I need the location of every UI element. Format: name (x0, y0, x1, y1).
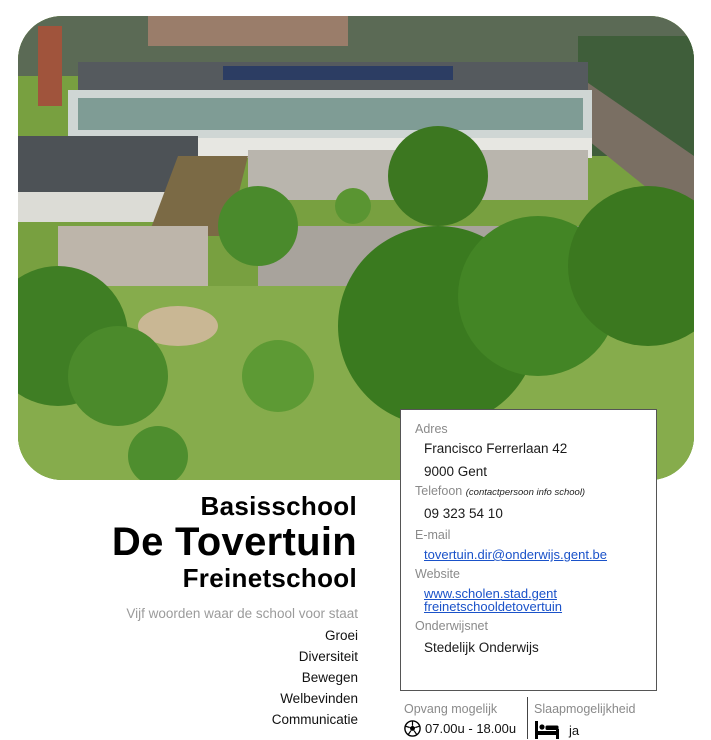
value-word: Bewegen (301, 670, 358, 685)
network-value: Stedelijk Onderwijs (424, 640, 539, 655)
title-line-basisschool: Basisschool (200, 491, 357, 521)
address-city: 9000 Gent (424, 464, 488, 479)
sleep-info (534, 702, 635, 740)
address-label: Adres (415, 422, 448, 436)
sleep-value-text: ja (569, 722, 580, 738)
value-word: Welbevinden (280, 691, 358, 706)
divider (527, 697, 528, 739)
email-link[interactable]: tovertuin.dir@onderwijs.gent.be (424, 547, 608, 562)
website-link-line2[interactable]: freinetschooldetovertuin (424, 599, 563, 614)
value-word: Communicatie (271, 712, 358, 727)
title-line-type: Freinetschool (182, 563, 357, 593)
sleep-value (534, 720, 635, 740)
phone-note: (contactpersoon info school) (465, 487, 586, 498)
phone-label-text: Telefoon (415, 484, 463, 498)
childcare-label: Opvang mogelijk (404, 702, 498, 716)
website-link-line1[interactable]: www.scholen.stad.gent (424, 586, 557, 601)
values-intro: Vijf woorden waar de school voor staat (126, 606, 358, 621)
soccer-ball-icon (404, 720, 421, 737)
website-label: Website (415, 567, 460, 581)
school-title (112, 490, 357, 594)
value-word: Diversiteit (298, 649, 358, 664)
email-label: E-mail (415, 528, 451, 542)
school-values (126, 604, 358, 730)
childcare-info (404, 702, 516, 737)
contact-info-card (400, 409, 657, 691)
address-value (415, 440, 642, 480)
network-label: Onderwijsnet (415, 619, 488, 633)
value-word: Groei (324, 628, 358, 643)
phone-value: 09 323 54 10 (424, 506, 503, 521)
childcare-hours-text: 07.00u - 18.00u (425, 721, 517, 736)
phone-label (415, 484, 642, 500)
address-street: Francisco Ferrerlaan 42 (424, 441, 568, 456)
childcare-hours (404, 720, 516, 737)
website-link[interactable] (415, 587, 642, 613)
title-line-name: De Tovertuin (111, 520, 357, 564)
bed-icon (534, 720, 560, 740)
sleep-label: Slaapmogelijkheid (534, 702, 636, 716)
